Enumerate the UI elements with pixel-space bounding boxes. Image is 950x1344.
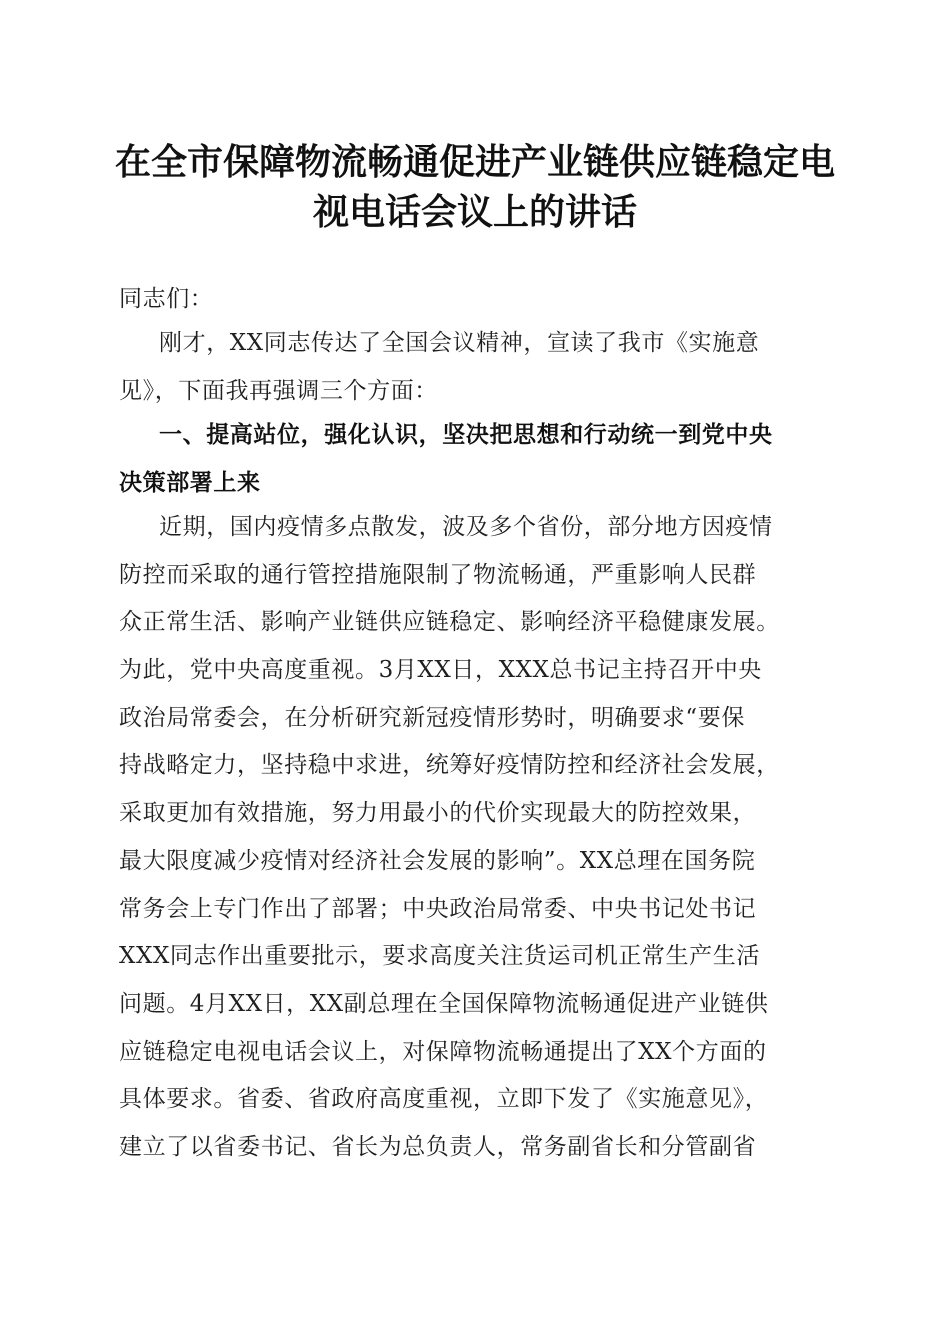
paragraph-line: 持战略定力，坚持稳中求进，统筹好疫情防控和经济社会发展， [119, 752, 780, 779]
paragraph-line: 最大限度减少疫情对经济社会发展的影响”。XX总理在国务院 [119, 847, 756, 874]
title-line-2: 视电话会议上的讲话 [312, 191, 637, 233]
section-heading-1 [119, 412, 839, 507]
salutation [119, 276, 839, 324]
paragraph-line: 采取更加有效措施，努力用最小的代价实现最大的防控效果， [119, 800, 757, 827]
document-title [100, 137, 850, 237]
paragraph-line: 见》，下面我再强调三个方面： [119, 377, 438, 404]
paragraph-line: 众正常生活、影响产业链供应链稳定、影响经济平稳健康发展。 [119, 609, 780, 636]
salutation-text: 同志们： [119, 286, 214, 312]
paragraph-2 [119, 504, 839, 1172]
paragraph-line: 为此，党中央高度重视。3月XX日，XXX总书记主持召开中央 [119, 657, 762, 684]
paragraph-line: 防控而采取的通行管控措施限制了物流畅通，严重影响人民群 [119, 561, 757, 588]
paragraph-line: 应链稳定电视电话会议上，对保障物流畅通提出了XX个方面的 [119, 1038, 767, 1065]
heading-line: 决策部署上来 [119, 469, 261, 496]
paragraph-line: 常务会上专门作出了部署；中央政治局常委、中央书记处书记 [119, 895, 757, 922]
paragraph-line: 政治局常委会，在分析研究新冠疫情形势时，明确要求“要保 [119, 704, 745, 731]
paragraph-line: 问题。4月XX日，XX副总理在全国保障物流畅通促进产业链供 [119, 990, 769, 1017]
paragraph-1 [119, 320, 839, 415]
paragraph-line: 具体要求。省委、省政府高度重视，立即下发了《实施意见》， [119, 1086, 769, 1113]
heading-line: 一、提高站位，强化认识，坚决把思想和行动统一到党中央 [159, 422, 773, 448]
title-line-1: 在全市保障物流畅通促进产业链供应链稳定电 [114, 141, 835, 183]
paragraph-line: 近期，国内疫情多点散发，波及多个省份，部分地方因疫情 [159, 514, 773, 540]
paragraph-line: XXX同志作出重要批示，要求高度关注货运司机正常生产生活 [119, 943, 760, 970]
paragraph-line: 刚才，XX同志传达了全国会议精神，宣读了我市《实施意 [159, 330, 760, 356]
paragraph-line: 建立了以省委书记、省长为总负责人，常务副省长和分管副省 [119, 1133, 757, 1160]
